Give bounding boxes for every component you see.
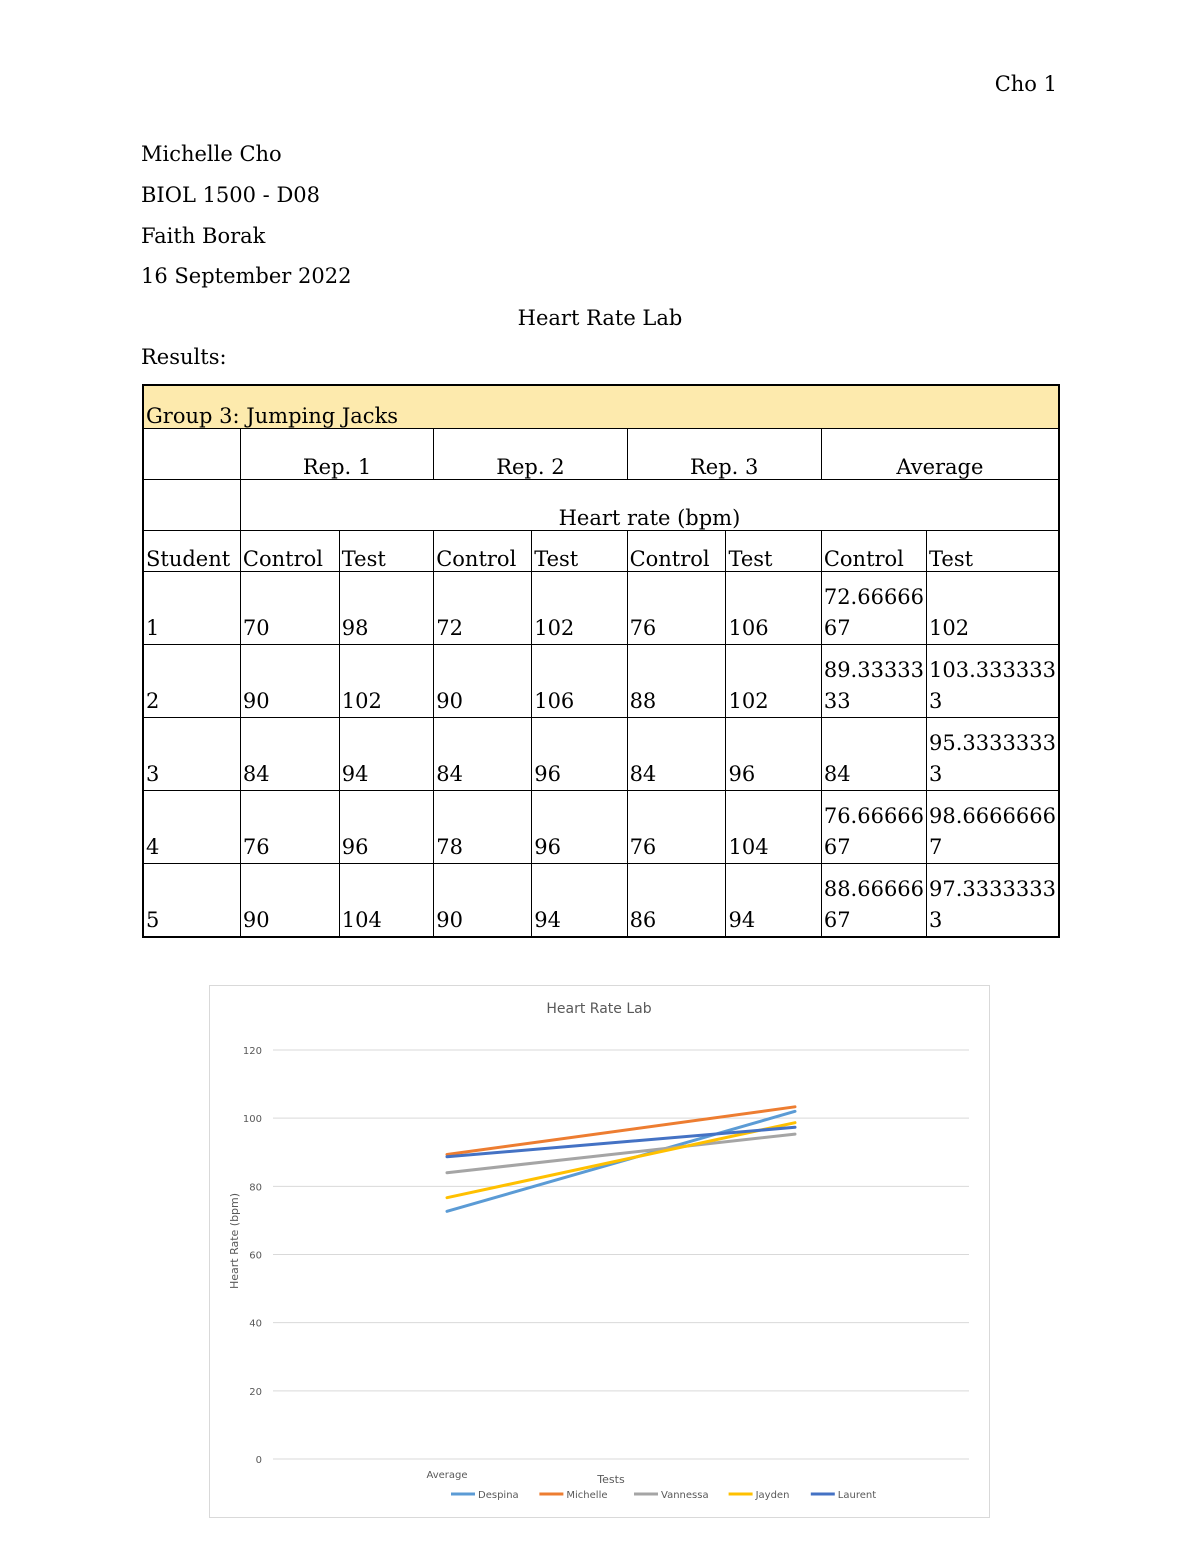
table-cell: 104: [339, 864, 433, 938]
table-cell: 90: [434, 864, 532, 938]
group-label: Group 3: Jumping Jacks: [143, 385, 1059, 429]
table-cell: 102: [339, 645, 433, 718]
table-cell: 88: [627, 645, 726, 718]
table-cell: 106: [726, 572, 821, 645]
empty-cell: [143, 480, 240, 531]
instructor-name: Faith Borak: [141, 224, 266, 248]
table-cell: 104: [726, 791, 821, 864]
x-axis-label: Tests: [597, 1473, 625, 1486]
table-cell: 84: [434, 718, 532, 791]
table-cell: 96: [532, 791, 627, 864]
table-cell: 102: [532, 572, 627, 645]
y-tick-label: 20: [249, 1386, 262, 1398]
table-cell: 5: [143, 864, 240, 938]
table-cell: 84: [240, 718, 339, 791]
table-row: [143, 718, 1059, 791]
legend-label: Michelle: [566, 1490, 608, 1501]
chart-gridlines: [273, 1050, 969, 1459]
table-cell: 90: [240, 645, 339, 718]
column-header: Control: [821, 531, 926, 572]
y-axis-label: Heart Rate (bpm): [228, 1192, 241, 1290]
table-cell: 78: [434, 791, 532, 864]
table-cell: 98: [339, 572, 433, 645]
legend-label: Laurent: [837, 1490, 877, 1501]
table-cell: 103.333333 3: [927, 645, 1059, 718]
table-cell: 76.66666 67: [821, 791, 926, 864]
heart-rate-chart: [209, 985, 990, 1518]
table-cell: 89.33333 33: [821, 645, 926, 718]
column-header: Student: [143, 531, 240, 572]
author-name: Michelle Cho: [141, 142, 282, 166]
chart-canvas: [210, 986, 989, 1517]
column-header: Control: [240, 531, 339, 572]
chart-series-lines: [447, 1107, 795, 1211]
table-row: [143, 864, 1059, 938]
table-cell: 106: [532, 645, 627, 718]
table-cell: 84: [627, 718, 726, 791]
table-cell: 76: [627, 791, 726, 864]
chart-y-ticks: [243, 1046, 262, 1466]
table-row: [143, 645, 1059, 718]
legend-label: Jayden: [755, 1490, 790, 1501]
chart-title: Heart Rate Lab: [546, 1001, 652, 1017]
table-cell: 102: [927, 572, 1059, 645]
average-header: Average: [821, 429, 1059, 480]
table-cell: 72: [434, 572, 532, 645]
y-tick-label: 40: [249, 1318, 262, 1330]
column-header: Test: [927, 531, 1059, 572]
legend-label: Despina: [478, 1490, 519, 1501]
course-code: BIOL 1500 - D08: [141, 183, 321, 207]
table-row: [143, 791, 1059, 864]
table-cell: 84: [821, 718, 926, 791]
empty-cell: [143, 429, 240, 480]
table-cell: 94: [339, 718, 433, 791]
table-cell: 96: [532, 718, 627, 791]
y-tick-label: 120: [242, 1046, 262, 1057]
rep-3-header: Rep. 3: [627, 429, 821, 480]
table-cell: 86: [627, 864, 726, 938]
table-cell: 72.66666 67: [821, 572, 926, 645]
table-cell: 98.6666666 7: [927, 791, 1059, 864]
y-tick-label: 100: [242, 1114, 262, 1126]
table-cell: 94: [726, 864, 821, 938]
table-row: [143, 572, 1059, 645]
y-tick-label: 0: [255, 1455, 262, 1466]
report-date: 16 September 2022: [141, 264, 352, 288]
table-cell: 96: [339, 791, 433, 864]
rep-2-header: Rep. 2: [434, 429, 627, 480]
table-cell: 1: [143, 572, 240, 645]
table-cell: 76: [240, 791, 339, 864]
table-cell: 90: [434, 645, 532, 718]
y-tick-label: 60: [249, 1250, 262, 1262]
chart-legend: [451, 1490, 876, 1501]
x-category-label: Average: [426, 1470, 468, 1481]
table-cell: 96: [726, 718, 821, 791]
table-cell: 94: [532, 864, 627, 938]
table-cell: 95.3333333 3: [927, 718, 1059, 791]
results-label: Results:: [141, 345, 227, 369]
table-cell: 2: [143, 645, 240, 718]
table-cell: 88.66666 67: [821, 864, 926, 938]
table-cell: 102: [726, 645, 821, 718]
table-cell: 3: [143, 718, 240, 791]
column-header: Test: [339, 531, 433, 572]
legend-label: Vannessa: [661, 1490, 709, 1501]
column-header: Test: [726, 531, 821, 572]
table-cell: 90: [240, 864, 339, 938]
results-table: [142, 384, 1060, 938]
y-tick-label: 80: [249, 1182, 262, 1194]
table-cell: 97.3333333 3: [927, 864, 1059, 938]
unit-header: Heart rate (bpm): [240, 480, 1059, 531]
table-cell: 70: [240, 572, 339, 645]
column-header: Control: [627, 531, 726, 572]
table-cell: 76: [627, 572, 726, 645]
page-number: Cho 1: [994, 72, 1057, 96]
document-title: Heart Rate Lab: [517, 306, 683, 330]
column-header: Control: [434, 531, 532, 572]
table-cell: 4: [143, 791, 240, 864]
rep-1-header: Rep. 1: [240, 429, 433, 480]
column-header: Test: [532, 531, 627, 572]
